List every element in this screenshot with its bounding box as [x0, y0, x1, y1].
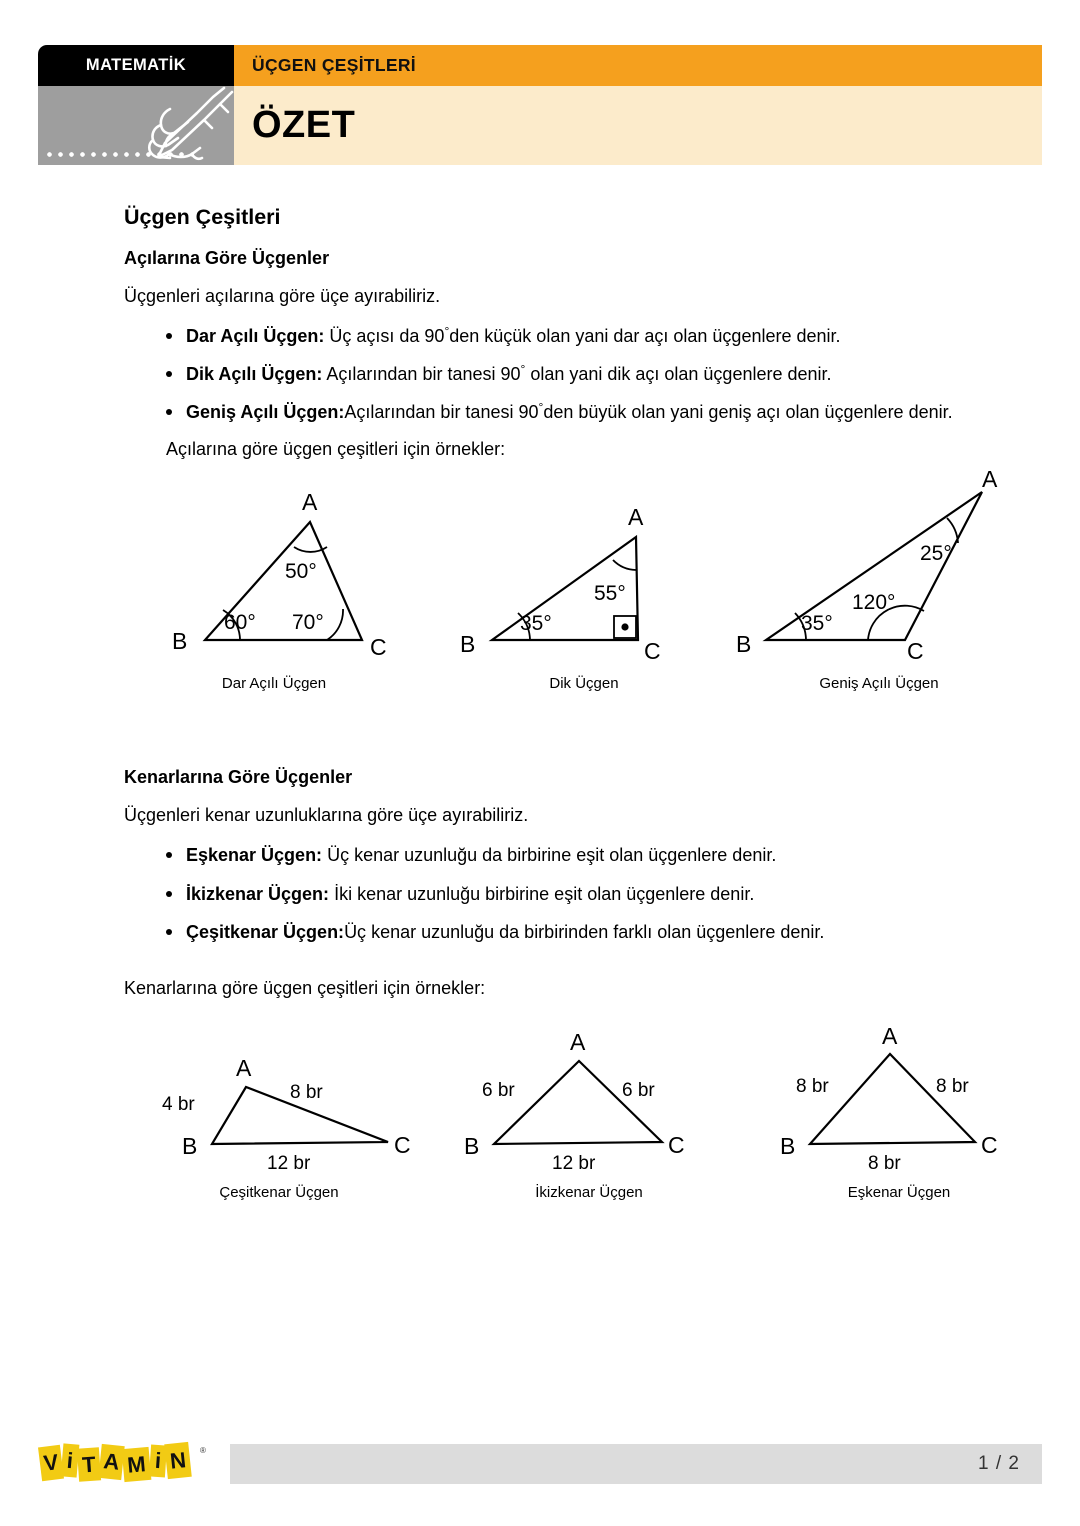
document-body	[124, 205, 998, 1204]
title-bar	[234, 86, 1042, 165]
topic-label: ÜÇGEN ÇEŞİTLERİ	[252, 55, 416, 75]
vertex-label-c: C	[668, 1131, 685, 1158]
vertex-label-b: B	[736, 631, 752, 658]
section-heading-angles: Açılarına Göre Üçgenler	[124, 248, 330, 268]
vertex-label-a: A	[882, 1022, 898, 1049]
vertex-label-b: B	[172, 628, 188, 655]
vertex-label-a: A	[570, 1028, 586, 1055]
vertex-label-c: C	[644, 638, 661, 665]
logo-letter: i	[154, 1447, 162, 1474]
obtuse-triangle-figure	[736, 466, 1014, 687]
vertex-label-b: B	[460, 631, 476, 658]
bullet-text: Üç kenar uzunluğu da birbirinden farklı olan üçgenlere denir.	[344, 921, 825, 942]
header-icon-panel	[38, 86, 234, 165]
vertex-label-a: A	[628, 504, 644, 531]
side-label-bc: 12 br	[552, 1152, 596, 1174]
vertex-label-a: A	[982, 466, 998, 493]
bullet-text-after: olan yani dik açı olan üçgenlere denir.	[525, 364, 832, 385]
angle-label-a: 25°	[920, 542, 952, 566]
bullet-term: İkizkenar Üçgen:	[186, 883, 330, 904]
scalene-triangle-figure	[144, 1014, 414, 1174]
side-label-ab: 4 br	[162, 1093, 195, 1115]
figure-row-angle-triangles	[124, 466, 998, 727]
angle-label-c: 70°	[292, 611, 324, 635]
section-intro-sides: Üçgenleri kenar uzunluklarına göre üçe ayırabiliriz.	[124, 805, 529, 826]
side-label-ab: 6 br	[482, 1079, 515, 1101]
figure-caption: Dar Açılı Üçgen	[221, 675, 327, 693]
list-item	[186, 360, 984, 389]
angle-label-b: 60°	[224, 611, 256, 635]
logo-letter: V	[42, 1449, 60, 1476]
vertex-label-c: C	[370, 634, 387, 661]
bullet-text: Üç kenar uzunluğu da birbirine eşit olan üçgenlere denir.	[322, 845, 777, 866]
bullet-term: Eşkenar Üçgen:	[186, 845, 323, 866]
equilateral-triangle-figure	[764, 1014, 1034, 1174]
document-header	[38, 45, 1042, 165]
page-number: 1 / 2	[978, 1453, 1020, 1474]
angle-label-a: 55°	[594, 582, 626, 606]
figure-caption: Eşkenar Üçgen	[847, 1183, 951, 1201]
vitamin-logo	[38, 1440, 218, 1488]
bullet-list-sides	[124, 841, 984, 946]
logo-letter: N	[168, 1446, 188, 1474]
acute-triangle-figure	[144, 477, 404, 687]
bullet-text-after: den küçük olan yani dar açı olan üçgenlere denir.	[449, 326, 841, 346]
isosceles-triangle-figure	[454, 1014, 724, 1174]
content-title: Üçgen Çeşitleri	[124, 205, 281, 229]
bullet-text-before: Açılarından bir tanesi 90	[322, 364, 521, 385]
vertex-label-b: B	[464, 1132, 480, 1159]
logo-letter: A	[102, 1448, 121, 1475]
degree-symbol: °	[520, 362, 526, 377]
hand-with-pencil-icon	[108, 88, 234, 165]
list-item	[186, 880, 984, 909]
angle-label-c: 120°	[852, 591, 896, 615]
vertex-label-a: A	[236, 1054, 252, 1081]
bullet-list-angles	[124, 322, 984, 427]
side-label-ac: 8 br	[936, 1075, 969, 1097]
angle-label-a: 50°	[285, 560, 317, 584]
side-label-bc: 12 br	[267, 1152, 311, 1174]
section-heading-sides: Kenarlarına Göre Üçgenler	[124, 767, 353, 788]
subject-badge	[38, 45, 234, 86]
bullet-text-before: Açılarından bir tanesi 90	[344, 402, 539, 423]
figure-caption: Geniş Açılı Üçgen	[819, 675, 939, 693]
side-label-ab: 8 br	[796, 1075, 829, 1097]
topic-bar	[234, 45, 1042, 86]
angle-label-b: 35°	[520, 612, 552, 636]
footer-bar	[230, 1444, 1042, 1484]
logo-letter: T	[81, 1451, 97, 1477]
degree-symbol: °	[538, 400, 544, 415]
bullet-term: Çeşitkenar Üçgen:	[186, 921, 345, 942]
list-item	[186, 398, 984, 427]
degree-symbol: °	[444, 324, 450, 338]
registered-mark: ®	[200, 1446, 206, 1455]
vertex-label-c: C	[981, 1131, 998, 1158]
examples-label-sides: Kenarlarına göre üçgen çeşitleri için örnekler:	[124, 977, 486, 998]
figure-caption: Çeşitkenar Üçgen	[219, 1183, 339, 1201]
right-triangle-figure	[454, 477, 714, 687]
vertex-label-c: C	[394, 1131, 411, 1158]
bullet-term: Dik Açılı Üçgen:	[186, 364, 323, 385]
subject-label: MATEMATİK	[85, 56, 187, 74]
section-intro-angles: Üçgenleri açılarına göre üçe ayırabiliriz.	[124, 286, 441, 306]
list-item	[186, 322, 984, 351]
bullet-text-before: Üç açısı da 90	[324, 326, 445, 346]
figure-row-side-triangles	[124, 1014, 998, 1204]
examples-label-angles: Açılarına göre üçgen çeşitleri için örnekler:	[166, 439, 506, 460]
vertex-label-b: B	[182, 1132, 198, 1159]
bullet-term: Geniş Açılı Üçgen:	[186, 402, 345, 423]
logo-letter: M	[126, 1450, 147, 1478]
logo-letter: i	[65, 1447, 75, 1473]
side-label-ac: 8 br	[290, 1081, 323, 1103]
bullet-text: İki kenar uzunluğu birbirine eşit olan üçgenlere denir.	[329, 883, 755, 904]
vertex-label-c: C	[907, 638, 924, 665]
figure-caption: Dik Üçgen	[549, 675, 619, 693]
list-item	[186, 841, 984, 870]
vertex-label-a: A	[302, 489, 318, 516]
document-footer	[38, 1440, 1042, 1488]
bullet-text-after: den büyük olan yani geniş açı olan üçgenlere denir.	[543, 402, 953, 423]
figure-caption: İkizkenar Üçgen	[535, 1183, 643, 1201]
page-title: ÖZET	[252, 104, 356, 146]
bullet-term: Dar Açılı Üçgen:	[186, 326, 325, 346]
side-label-bc: 8 br	[868, 1152, 901, 1174]
side-label-ac: 6 br	[622, 1079, 655, 1101]
angle-label-b: 35°	[801, 612, 833, 636]
list-item	[186, 918, 984, 947]
vertex-label-b: B	[780, 1132, 796, 1159]
